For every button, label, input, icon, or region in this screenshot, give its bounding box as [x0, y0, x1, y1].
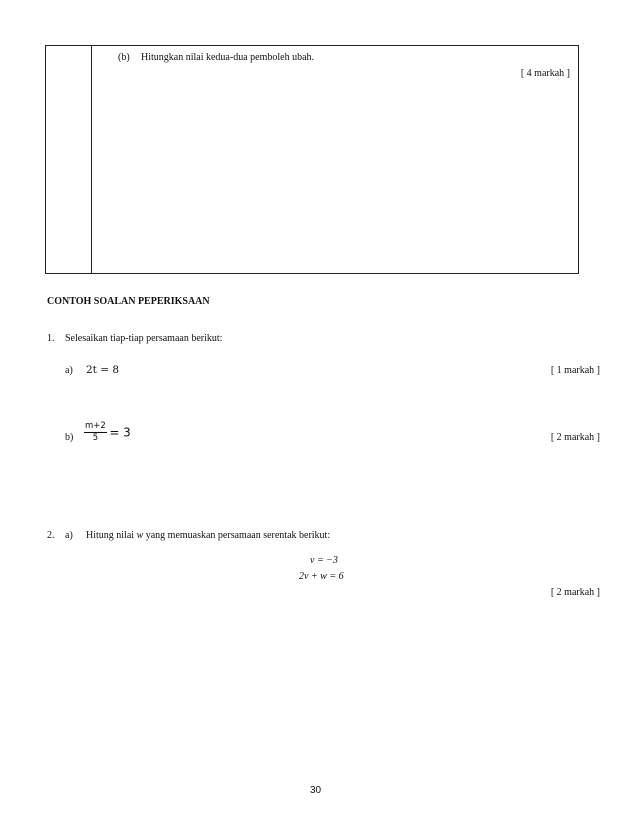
q2-number: 2. — [47, 530, 55, 541]
q2a-text — [86, 530, 330, 541]
q2a-text-pre: Hitung nilai — [86, 530, 137, 541]
q1b-denominator: 5 — [92, 433, 99, 443]
answer-box — [45, 45, 579, 274]
q1b-fraction — [84, 421, 107, 444]
q1b-equation — [84, 421, 131, 444]
box-column-divider — [91, 46, 92, 273]
q1b-marks: [ 2 markah ] — [550, 432, 600, 443]
q1b-label: b) — [65, 432, 74, 443]
q1a-marks: [ 1 markah ] — [550, 365, 600, 376]
box-question-text: Hitungkan nilai kedua-dua pemboleh ubah. — [141, 52, 315, 63]
q1b-rhs: = 3 — [109, 425, 131, 440]
q2-eq2: 2v + w = 6 — [299, 571, 344, 582]
q1b-numerator: m+2 — [85, 421, 106, 431]
q2a-text-post: yang memuaskan persamaan serentak berikut: — [143, 530, 331, 541]
page-number: 30 — [310, 785, 322, 796]
q1-text: Selesaikan tiap-tiap persamaan berikut: — [65, 333, 223, 344]
q2a-label: a) — [65, 530, 73, 541]
q1a-label: a) — [65, 365, 73, 376]
q1-number: 1. — [47, 333, 55, 344]
box-marks: [ 4 markah ] — [520, 68, 570, 79]
q2a-text-var: w — [136, 530, 144, 541]
q2-eq1: v = −3 — [310, 555, 338, 566]
box-part-label: (b) — [118, 52, 130, 63]
q2-marks: [ 2 markah ] — [550, 587, 600, 598]
q1a-equation: 2t = 8 — [86, 364, 120, 376]
section-title: CONTOH SOALAN PEPERIKSAAN — [47, 296, 210, 307]
